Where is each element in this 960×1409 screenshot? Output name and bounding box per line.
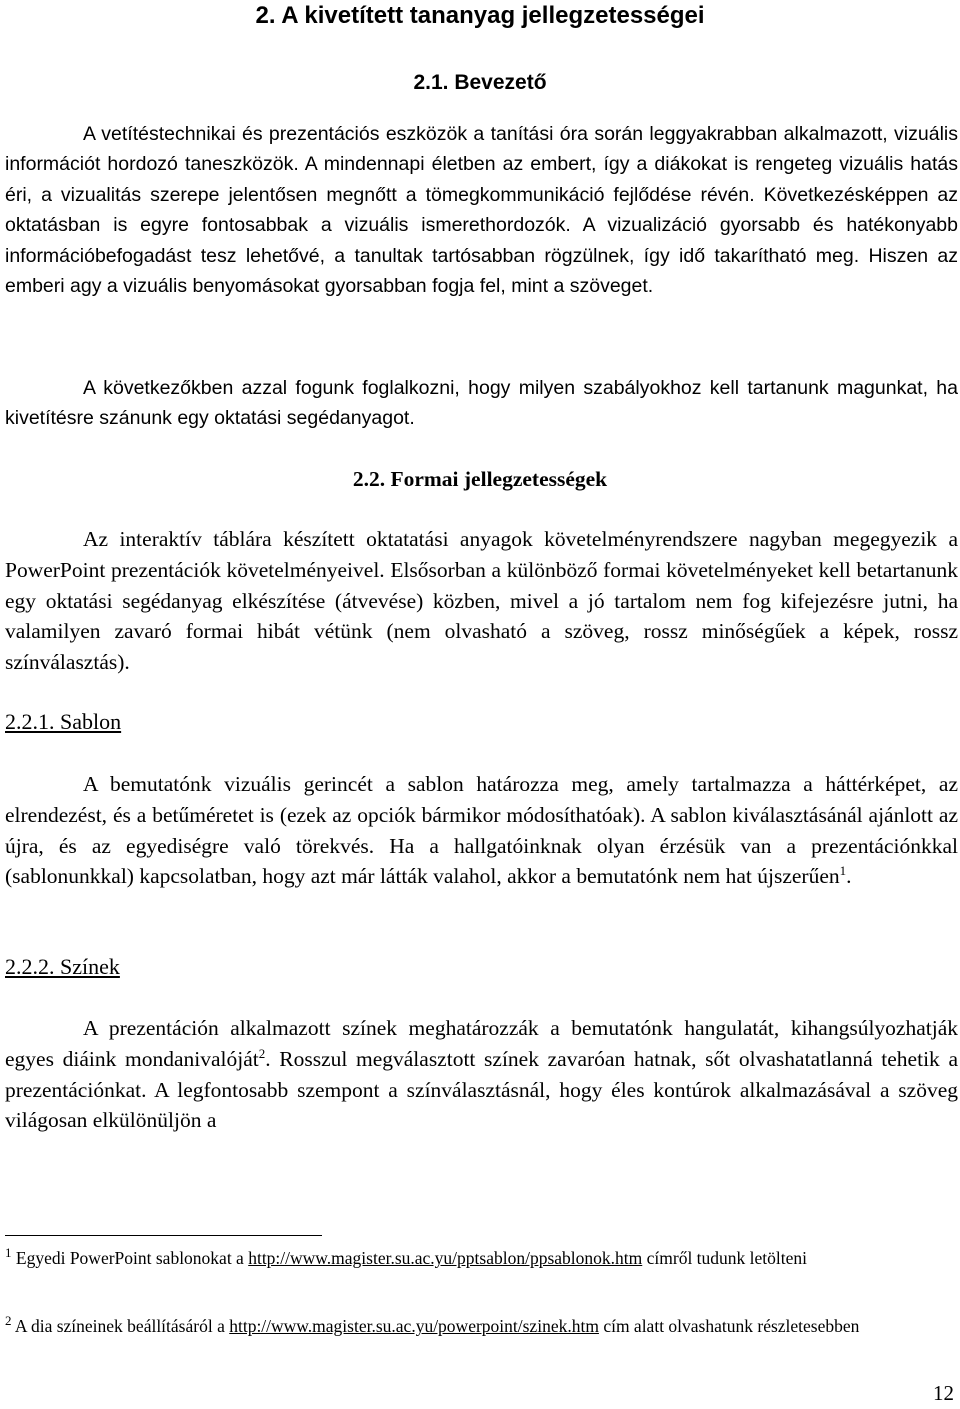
footnote-1-link[interactable]: http://www.magister.su.ac.yu/pptsablon/ppsablonok.htm	[248, 1248, 643, 1268]
footnote-ref-2[interactable]: 2	[258, 1045, 266, 1061]
footnote-1	[5, 1246, 955, 1271]
intro-paragraph-2	[5, 373, 958, 434]
footnote-1-text: Egyedi PowerPoint sablonokat a	[11, 1248, 249, 1268]
sablon-paragraph-end: .	[846, 864, 852, 889]
footnote-2-link[interactable]: http://www.magister.su.ac.yu/powerpoint/szinek.htm	[229, 1316, 599, 1336]
formai-paragraph-text: Az interaktív táblára készített oktatatási anyagok követelményrendszere nagyban megegyezik a PowerPoint prezentációk követelményeivel. Elsősorban a különböző formai követelményeket kell betartanunk egy oktatási segédanyag elkészítése (átvevése) közben, mivel a jó tartalom nem fog kifejezésre jutni, ha valamilyen zavaró formai hibát vétünk (nem olvasható a szöveg, rossz minőségűek a képek, rossz színválasztás).	[5, 527, 958, 675]
szinek-paragraph	[5, 1013, 958, 1136]
subsection-title-sablon: 2.2.1. Sablon	[5, 709, 122, 734]
szinek-paragraph-text-b: . Rosszul megválasztott színek zavaróan hatnak, sőt olvashatatlanná tehetik a prezentációnkat. A legfontosabb szempont a színválasztásnál, hogy éles kontúrok alkalmazásával a szöveg világosan elkülönüljön a	[5, 1046, 958, 1133]
formai-paragraph	[5, 524, 958, 678]
footnote-1-number: 1	[5, 1245, 12, 1261]
footnote-separator	[5, 1235, 322, 1236]
footnote-2-text-end: cím alatt olvashatunk részletesebben	[598, 1316, 860, 1336]
subsection-title-szinek: 2.2.2. Színek	[5, 954, 120, 979]
chapter-title: 2. A kivetített tananyag jellegzetességei	[255, 2, 705, 29]
footnote-2	[5, 1314, 955, 1339]
intro-paragraph	[5, 119, 958, 301]
footnote-2-text: A dia színeinek beállításáról a	[11, 1316, 230, 1336]
section-title-formai: 2.2. Formai jellegzetességek	[352, 467, 608, 491]
page-number: 12	[933, 1381, 954, 1405]
sablon-paragraph-text: A bemutatónk vizuális gerincét a sablon határozza meg, amely tartalmazza a háttérképet, az elrendezést, és a betűméretet is (ezek az opciók bármikor módosíthatóak). A sablon kiválasztásánál ajánlott az újra, és az egyediségre való törekvés. Ha a hallgatóinknak olyan érzésük van a prezentációnkkal (sablonunkkal) kapcsolatban, hogy azt már látták valahol, akkor a bemutatónk nem hat újszerűen	[5, 772, 958, 889]
footnote-2-number: 2	[5, 1313, 12, 1329]
footnote-ref-1[interactable]: 1	[839, 863, 847, 879]
sablon-paragraph	[5, 769, 958, 892]
intro-paragraph-text: A vetítéstechnikai és prezentációs eszközök a tanítási óra során leggyakrabban alkalmazott, vizuális információt hordozó taneszközök. A mindennapi életben az embert, így a diákokat is rengeteg vizuális hatás éri, a vizualitás szerepe jelentősen megnőtt a tömegkommunikáció fejlődése révén. Következésképpen az oktatásban is egyre fontosabbak a vizuális ismerethordozók. A vizualizáció gyorsabb és hatékonyabb információbefogadást tesz lehetővé, a tanultak tartósabban rögzülnek, így idő takarítható meg. Hiszen az emberi agy a vizuális benyomásokat gyorsabban fogja fel, mint a szöveget.	[5, 123, 958, 298]
intro-paragraph-2-text: A következőkben azzal fogunk foglalkozni, hogy milyen szabályokhoz kell tartanunk magunkat, ha kivetítésre szánunk egy oktatási segédanyagot.	[5, 377, 958, 430]
footnote-1-text-end: címről tudunk letölteni	[642, 1248, 808, 1268]
szinek-paragraph-text-a: A prezentáción alkalmazott színek meghatározzák a bemutatónk hangulatát, kihangsúlyozhatják egyes diáink mondanivalóját	[5, 1016, 958, 1071]
section-title-bevezeto: 2.1. Bevezető	[413, 71, 547, 94]
